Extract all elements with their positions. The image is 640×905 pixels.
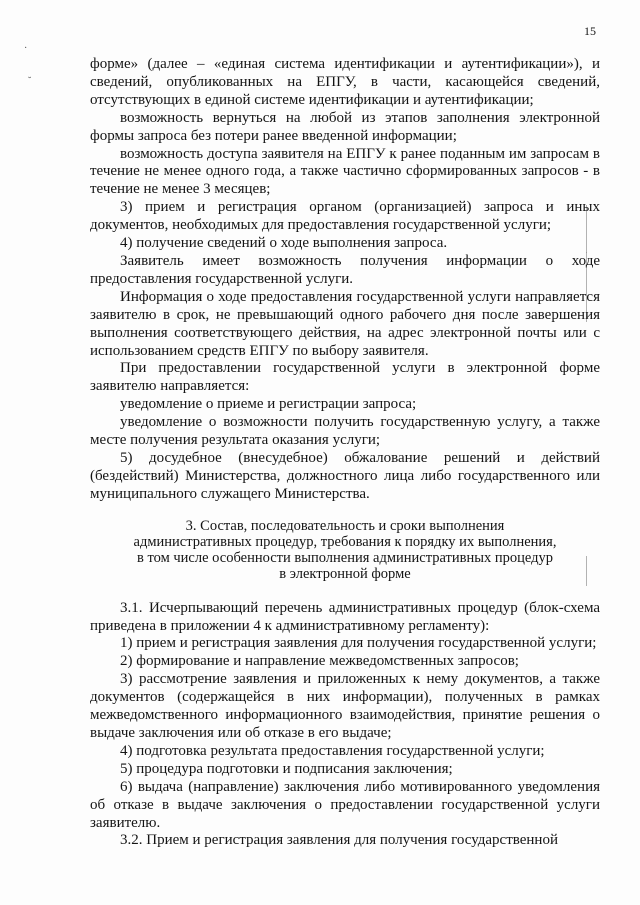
section-heading <box>90 518 600 582</box>
paragraph: 5) досудебное (внесудебное) обжалование решений и действий (бездействий) Министерства, должностного лица либо государственного или муниципального служащего Министерства. <box>90 449 600 502</box>
paragraph: уведомление о приеме и регистрации запроса; <box>120 396 417 413</box>
section-heading-line: в электронной форме <box>279 565 411 582</box>
paragraph: Заявитель имеет возможность получения информации о ходе предоставления государственной услуги. <box>90 252 600 287</box>
paragraph: 3) рассмотрение заявления и приложенных к нему документов, а также документов (содержащейся в них информации), полученных в рамках межведомственного информационного взаимодействия, принятие решения о выдаче заключения или об отказе в его выдаче; <box>90 671 600 741</box>
paragraph: возможность доступа заявителя на ЕПГУ к ранее поданным им запросам в течение не менее одного года, а также частично сформированных запросов - в течение не менее 3 месяцев; <box>90 145 600 198</box>
paragraph: Информация о ходе предоставления государственной услуги направляется заявителю в срок, не превышающий одного рабочего дня после завершения выполнения соответствующего действия, на адрес электронной почты или с использованием средств ЕПГУ по выбору заявителя. <box>90 288 600 359</box>
section-heading-line: административных процедур, требования к порядку их выполнения, <box>133 533 557 550</box>
paragraph: 6) выдача (направление) заключения либо мотивированного уведомления об отказе в выдаче заключения о предоставлении государственной услуги заявителю. <box>90 778 600 831</box>
paragraph: 3.2. Прием и регистрация заявления для получения государственной <box>120 832 558 849</box>
paragraph: 1) прием и регистрация заявления для получения государственной услуги; <box>120 635 597 652</box>
paragraph: 5) процедура подготовки и подписания заключения; <box>120 760 453 777</box>
paragraph: возможность вернуться на любой из этапов заполнения электронной формы запроса без потери ранее введенной информации; <box>90 109 600 144</box>
page-number: 15 <box>584 24 596 38</box>
paragraph: 2) формирование и направление межведомственных запросов; <box>120 653 519 670</box>
section-heading-line: 3. Состав, последовательность и сроки выполнения <box>185 517 505 534</box>
paragraph: 3) прием и регистрация органом (организацией) запроса и иных документов, необходимых для предоставления государственной услуги; <box>90 199 600 234</box>
paragraph: форме» (далее – «единая система идентификации и аутентификации»), и сведений, опубликованных на ЕПГУ, в части, касающейся сведений, отсутствующих в единой системе идентификации и аутентификации; <box>90 56 600 108</box>
paragraph: уведомление о возможности получить государственную услугу, а также месте получения результата оказания услуги; <box>90 414 600 449</box>
paragraph: 3.1. Исчерпывающий перечень административных процедур (блок-схема приведена в приложении 4 к административному регламенту): <box>90 599 600 634</box>
scan-speck: ˘ <box>28 76 32 87</box>
section-heading-line: в том числе особенности выполнения административных процедур <box>136 549 554 566</box>
document-body <box>90 56 600 850</box>
paragraph: 4) получение сведений о ходе выполнения запроса. <box>120 235 448 252</box>
paragraph: 4) подготовка результата предоставления государственной услуги; <box>120 742 545 759</box>
paragraph: При предоставлении государственной услуги в электронной форме заявителю направляется: <box>90 360 600 395</box>
scan-speck: · <box>24 43 28 54</box>
